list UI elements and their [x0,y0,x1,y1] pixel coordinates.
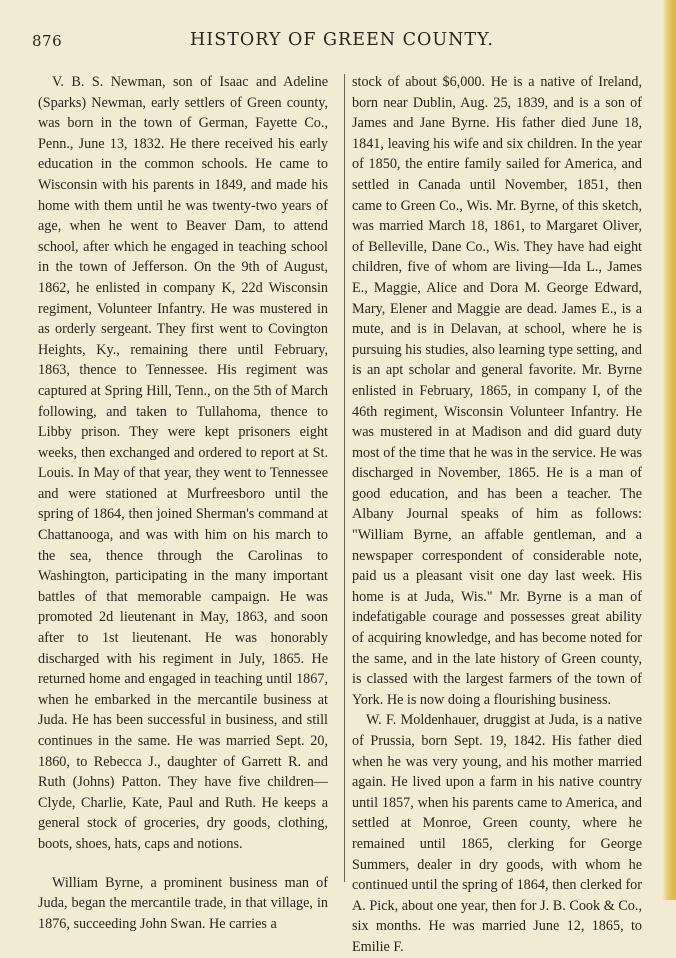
page-edge [662,0,676,900]
paragraph-moldenhauer: W. F. Moldenhauer, druggist at Juda, is a native of Prussia, born Sept. 19, 1842. His father died when he was very young, and his mother married again. He lived upon a farm in his native country until 1857, when his parents came to America, and settled at Monroe, Green county, where he remained until 1865, clerking for George Summers, dealer in dry goods, with whom he continued until the spring of 1864, then clerked for A. Pick, about one year, then for J. B. Cook & Co., six months. He was married June 12, 1865, to Emilie F. [352,712,642,955]
column-divider [344,74,345,882]
page-header [32,30,652,54]
running-title: HISTORY OF GREEN COUNTY. [190,30,494,50]
left-column [38,72,328,932]
right-column [352,72,642,955]
paragraph-byrne-start: William Byrne, a prominent business man of Juda, began the mercantile trade, in that village, in 1876, succeeding John Swan. He carries a [38,874,328,932]
page-number: 876 [32,32,63,50]
paragraph-newman: V. B. S. Newman, son of Isaac and Adeline (Sparks) Newman, early settlers of Green county, was born in the town of German, Fayette Co., Penn., June 13, 1832. He there received his early education in the common schools. He came to Wisconsin with his parents in 1849, and made his home with them until he was twenty-two years of age, when he went to Beaver Dam, to attend school, after which he engaged in teaching school in the town of Jefferson. On the 9th of August, 1862, he enlisted in company K, 22d Wisconsin regiment, Volunteer Infantry. He was mustered in as orderly sergeant. They first went to Covington Heights, Ky., remaining there until February, 1863, thence to Tennessee. His regiment was captured at Spring Hill, Tenn., on the 5th of March following, and taken to Tullahoma, thence to Libby prison. They were kept prisoners eight weeks, then exchanged and ordered to report at St. Louis. In May of that year, they went to Tennessee and were stationed at Murfreesboro until the spring of 1864, then joined Sherman's command at Chattanooga, and was with him on his march to the sea, thence through the Carolinas to Washington, participating in the many important battles of that memorable campaign. He was promoted 2d lieutenant in May, 1863, and soon after to 1st lieutenant. He was honorably discharged with his regiment in July, 1865. He returned home and engaged in teaching until 1867, when he embarked in the mercantile business at Juda. He has been successful in business, and still continues in the same. He was married Sept. 20, 1860, to Rebecca J., daughter of Garrett R. and Ruth (Johns) Patton. They have five children—Clyde, Charlie, Kate, Paul and Ruth. He keeps a general stock of groceries, dry goods, clothing, boots, shoes, hats, caps and notions. [38,74,328,852]
paragraph-byrne-continued: stock of about $6,000. He is a native of Ireland, born near Dublin, Aug. 25, 1839, and is a son of James and Jane Byrne. His father died June 18, 1841, leaving his wife and six children. In the year of 1850, the entire family sailed for America, and settled in Canada until November, 1851, then came to Green Co., Wis. Mr. Byrne, of this sketch, was married March 18, 1861, to Margaret Oliver, of Belleville, Dane Co., Wis. They have had eight children, five of whom are living—Ida L., James E., Maggie, Alice and Dora M. George Edward, Mary, Elener and Maggie are dead. James E., is a mute, and is in Delavan, at school, where he is pursuing his studies, also learning type setting, and is an apt scholar and general favorite. Mr. Byrne enlisted in February, 1865, in company I, of the 46th regiment, Wisconsin Volunteer Infantry. He was mustered in at Madison and did guard duty most of the time that he was in the service. He was discharged in November, 1865. He is a man of good education, and has been a teacher. The Albany Journal speaks of him as follows: "William Byrne, an affable gentleman, and a newspaper correspondent of considerable note, paid us a pleasant visit one day last week. His home is at Juda, Wis." Mr. Byrne is a man of indefatigable courage and possesses great ability of acquiring knowledge, and has become noted for the same, and in the late history of Green county, is classed with the largest farmers of the town of York. He is now doing a flourishing business. [352,74,642,708]
